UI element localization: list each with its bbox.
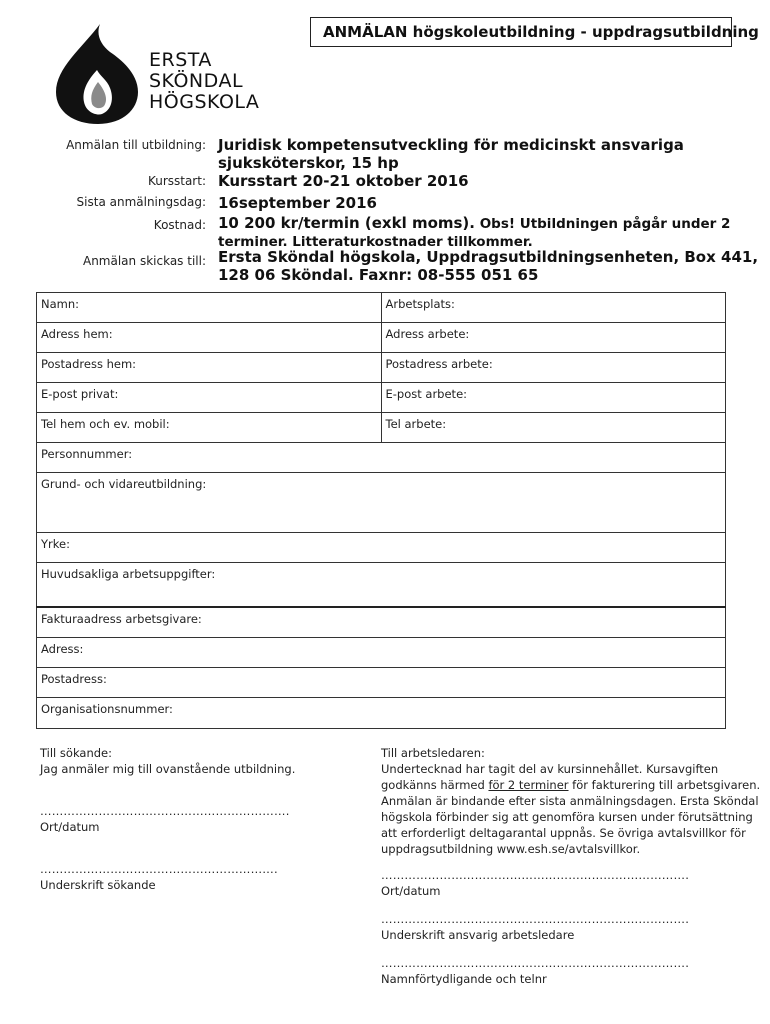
profession-field[interactable]: Yrke:: [37, 533, 726, 563]
employer-section: [381, 745, 761, 987]
logo-line-3: HÖGSKOLA: [149, 91, 260, 113]
cost-note: Obs! Utbildningen pågår under 2: [475, 216, 731, 232]
phone-home-field[interactable]: Tel hem och ev. mobil:: [37, 413, 382, 443]
employer-text-3: Anmälan är bindande efter sista anmälningsdagen. Ersta Sköndal: [381, 794, 759, 808]
course-line-1: Juridisk kompetensutveckling för medicinskt ansvariga: [218, 136, 684, 154]
billing-street-field[interactable]: Adress:: [37, 638, 726, 668]
employer-text-4: högskola förbinder sig att genomföra kursen under förutsättning: [381, 810, 753, 824]
postal-home-field[interactable]: Postadress hem:: [37, 353, 382, 383]
employer-text-1: Undertecknad har tagit del av kursinnehållet. Kursavgiften: [381, 762, 719, 776]
start-value: Kursstart 20-21 oktober 2016: [218, 172, 469, 190]
employer-text-5: att erforderligt deltagarantal uppnås. Se övriga avtalsvillkor för: [381, 826, 746, 840]
start-label: Kursstart:: [147, 174, 206, 188]
employer-place-date-line[interactable]: …………………………………………………………………….: [381, 868, 690, 882]
applicant-statement: Jag anmäler mig till ovanstående utbildning.: [40, 762, 296, 776]
send-line-1: Ersta Sköndal högskola, Uppdragsutbildningsenheten, Box 441,: [218, 248, 759, 266]
workplace-field[interactable]: Arbetsplats:: [381, 293, 726, 323]
logo-wordmark: [149, 50, 259, 113]
org-number-field[interactable]: Organisationsnummer:: [37, 698, 726, 729]
course-label: Anmälan till utbildning:: [66, 138, 206, 152]
cost-line-2: terminer. Litteraturkostnader tillkommer.: [218, 234, 533, 250]
applicant-heading: Till sökande:: [40, 746, 112, 760]
main-tasks-field[interactable]: Huvudsakliga arbetsuppgifter:: [37, 563, 726, 607]
deadline-value: 16september 2016: [218, 194, 377, 212]
applicant-place-date-line[interactable]: ……………………………………………………….: [40, 804, 290, 818]
employer-text-2a: godkänns härmed: [381, 778, 489, 792]
employer-heading: Till arbetsledaren:: [381, 746, 485, 760]
employer-text-2b: för fakturering till arbetsgivaren.: [568, 778, 761, 792]
employer-text-6: uppdragsutbildning www.esh.se/avtalsvillkor.: [381, 842, 641, 856]
address-work-field[interactable]: Adress arbete:: [381, 323, 726, 353]
applicant-signature-label: Underskrift sökande: [40, 878, 156, 892]
employer-signature-line[interactable]: …………………………………………………………………….: [381, 912, 690, 926]
education-field[interactable]: Grund- och vidareutbildning:: [37, 473, 726, 533]
ersta-skondal-logo: [52, 22, 142, 126]
applicant-section: [40, 745, 295, 893]
send-value: [218, 248, 758, 284]
address-home-field[interactable]: Adress hem:: [37, 323, 382, 353]
employer-name-phone-label: Namnförtydligande och telnr: [381, 972, 547, 986]
form-title: ANMÄLAN högskoleutbildning - uppdragsutbildning: [310, 17, 732, 47]
cost-value: [218, 214, 730, 251]
employer-place-date-label: Ort/datum: [381, 884, 441, 898]
applicant-signature-line[interactable]: …………………………………………………….: [40, 862, 278, 876]
registration-form: [36, 292, 726, 729]
billing-postal-field[interactable]: Postadress:: [37, 668, 726, 698]
employer-text-2: [381, 777, 761, 793]
logo-line-2: SKÖNDAL: [149, 70, 244, 92]
applicant-place-date-label: Ort/datum: [40, 820, 100, 834]
cost-amount: 10 200 kr/termin (exkl moms).: [218, 214, 475, 232]
postal-work-field[interactable]: Postadress arbete:: [381, 353, 726, 383]
employer-name-phone-line[interactable]: …………………………………………………………………….: [381, 956, 690, 970]
cost-label: Kostnad:: [153, 218, 206, 232]
personal-number-field[interactable]: Personnummer:: [37, 443, 726, 473]
email-work-field[interactable]: E-post arbete:: [381, 383, 726, 413]
send-line-2: 128 06 Sköndal. Faxnr: 08-555 051 65: [218, 266, 539, 284]
name-field[interactable]: Namn:: [37, 293, 382, 323]
billing-address-field[interactable]: Fakturaadress arbetsgivare:: [37, 607, 726, 638]
course-line-2: sjuksköterskor, 15 hp: [218, 154, 399, 172]
deadline-label: Sista anmälningsdag:: [76, 195, 206, 209]
course-value: [218, 136, 684, 172]
employer-text-2-underlined: för 2 terminer: [488, 778, 569, 792]
logo-line-1: ERSTA: [149, 49, 212, 71]
send-label: Anmälan skickas till:: [82, 254, 206, 268]
phone-work-field[interactable]: Tel arbete:: [381, 413, 726, 443]
employer-signature-label: Underskrift ansvarig arbetsledare: [381, 928, 575, 942]
email-private-field[interactable]: E-post privat:: [37, 383, 382, 413]
